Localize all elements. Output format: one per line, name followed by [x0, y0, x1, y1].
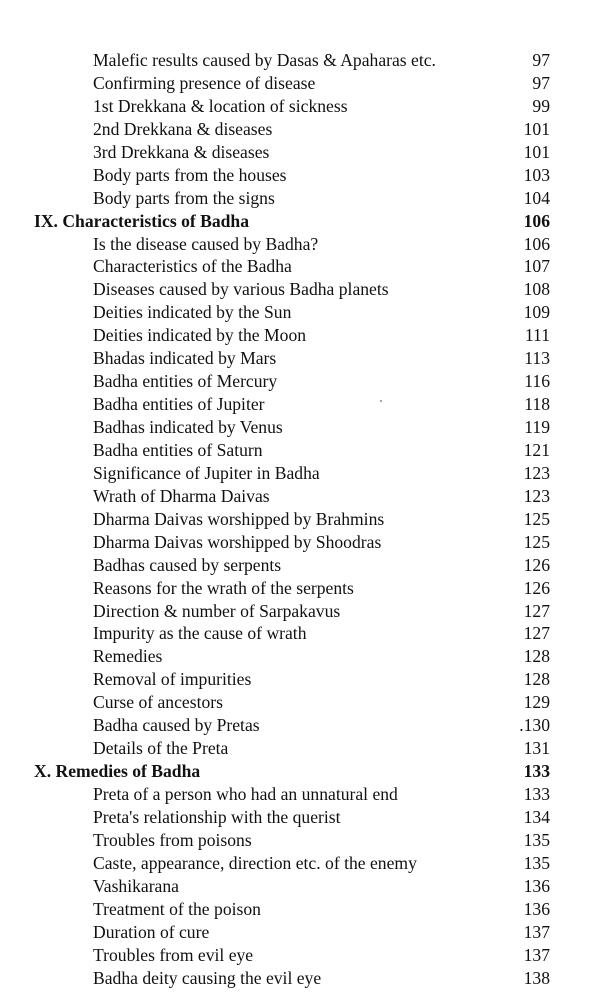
entry-title: Curse of ancestors [93, 692, 223, 713]
toc-entry [0, 531, 600, 554]
toc-entry [0, 255, 600, 278]
toc-entry [0, 72, 600, 95]
page-number: 138 [523, 967, 550, 988]
toc-entry [0, 301, 600, 324]
entry-title: Body parts from the signs [93, 187, 275, 208]
entry-title: Significance of Jupiter in Badha [93, 462, 320, 483]
entry-title: Troubles from poisons [93, 829, 252, 850]
page-number: 135 [523, 829, 550, 850]
page-number: 135 [523, 852, 550, 873]
page-number: 123 [523, 485, 550, 506]
toc-entry [0, 622, 600, 645]
toc-entry [0, 714, 600, 737]
entry-title: Removal of impurities [93, 669, 252, 690]
page-number: 128 [523, 646, 550, 667]
page-number: 113 [524, 348, 550, 369]
page-number: 128 [523, 669, 550, 690]
entry-title: Vashikarana [93, 875, 179, 896]
toc-entry [0, 852, 600, 875]
toc-entry [0, 141, 600, 164]
toc-entry [0, 577, 600, 600]
toc-entry [0, 691, 600, 714]
toc-entry [0, 554, 600, 577]
page-number: 126 [523, 577, 550, 598]
entry-title: Confirming presence of disease [93, 72, 316, 93]
page-number: 133 [523, 784, 550, 804]
page-number: 118 [524, 394, 550, 415]
toc-entry [0, 600, 600, 623]
table-of-contents [0, 49, 600, 989]
page-number: 125 [523, 531, 550, 552]
page-number: 131 [523, 738, 550, 759]
page-number: 119 [524, 417, 550, 437]
entry-title: 1st Drekkana & location of sickness [93, 95, 348, 116]
toc-entry [0, 370, 600, 393]
page-number: 97 [532, 50, 550, 70]
page-number: 127 [523, 623, 550, 644]
entry-title: Caste, appearance, direction etc. of the enemy [93, 852, 417, 873]
page-number: 126 [523, 554, 550, 575]
toc-entry [0, 967, 600, 990]
entry-title: Treatment of the poison [93, 898, 261, 919]
entry-title: Troubles from evil eye [93, 944, 254, 965]
toc-entry [0, 668, 600, 691]
entry-title: Dharma Daivas worshipped by Brahmins [93, 508, 385, 529]
page-number: .130 [519, 715, 550, 736]
page-number: 106 [523, 210, 550, 231]
page-number: 137 [523, 944, 550, 965]
toc-section-heading [0, 760, 600, 783]
entry-title: Preta of a person who had an unnatural end [93, 784, 398, 804]
entry-title: Badhas caused by serpents [93, 554, 282, 575]
entry-title: Wrath of Dharma Daivas [93, 485, 270, 506]
entry-title: Characteristics of the Badha [93, 256, 292, 277]
toc-entry [0, 439, 600, 462]
entry-title: Details of the Preta [93, 738, 229, 759]
page-number: 123 [523, 462, 550, 483]
page-number: 133 [523, 761, 550, 782]
section-title: IX. Characteristics of Badha [34, 210, 250, 231]
entry-title: Badha entities of Mercury [93, 371, 278, 392]
page-number: 116 [524, 371, 550, 392]
toc-entry [0, 187, 600, 210]
entry-title: Badha caused by Pretas [93, 715, 260, 736]
page-number: 97 [532, 72, 550, 93]
toc-entry [0, 462, 600, 485]
page-number: 104 [523, 187, 550, 208]
toc-entry [0, 416, 600, 439]
toc-entry [0, 737, 600, 760]
toc-entry [0, 875, 600, 898]
page-number: 99 [532, 95, 550, 116]
toc-entry [0, 944, 600, 967]
toc-entry [0, 829, 600, 852]
page-number: 129 [523, 692, 550, 713]
page-number: 103 [523, 164, 550, 185]
entry-title: Duration of cure [93, 921, 210, 942]
page-number: 136 [523, 898, 550, 919]
toc-entry [0, 324, 600, 347]
page-number: 106 [523, 233, 550, 254]
page-number: 136 [523, 875, 550, 896]
toc-entry [0, 118, 600, 141]
toc-entry [0, 95, 600, 118]
entry-title: Impurity as the cause of wrath [93, 623, 307, 644]
entry-title: Deities indicated by the Moon [93, 325, 307, 346]
page-number: 134 [523, 806, 550, 827]
entry-title: Reasons for the wrath of the serpents [93, 577, 354, 598]
entry-title: Remedies [93, 646, 163, 667]
entry-title: Badha entities of Saturn [93, 439, 263, 460]
page-number: 101 [523, 141, 550, 162]
toc-entry [0, 806, 600, 829]
toc-entry [0, 347, 600, 370]
toc-entry [0, 898, 600, 921]
entry-title: Direction & number of Sarpakavus [93, 600, 341, 621]
section-title: X. Remedies of Badha [34, 761, 201, 782]
entry-title: Badhas indicated by Venus [93, 417, 283, 437]
toc-section-heading [0, 210, 600, 233]
toc-entry [0, 49, 600, 72]
entry-title: Preta's relationship with the querist [93, 806, 341, 827]
entry-title: 3rd Drekkana & diseases [93, 141, 270, 162]
toc-entry [0, 485, 600, 508]
toc-entry [0, 278, 600, 301]
entry-title: Bhadas indicated by Mars [93, 348, 277, 369]
toc-entry [0, 783, 600, 806]
page-number: 137 [523, 921, 550, 942]
entry-title: Badha deity causing the evil eye [93, 967, 322, 988]
page-number: 111 [524, 325, 550, 346]
page-number: 107 [523, 256, 550, 277]
entry-title: Body parts from the houses [93, 164, 287, 185]
page-number: 121 [523, 439, 550, 460]
entry-title: Badha entities of Jupiter [93, 394, 265, 415]
page-number: 125 [523, 508, 550, 529]
entry-title: Diseases caused by various Badha planets [93, 279, 389, 300]
toc-entry [0, 393, 600, 416]
entry-title: Deities indicated by the Sun [93, 302, 292, 323]
toc-entry [0, 645, 600, 668]
page-number: 127 [523, 600, 550, 621]
toc-entry [0, 921, 600, 944]
entry-title: Malefic results caused by Dasas & Apaharas etc. [93, 50, 436, 70]
toc-entry [0, 233, 600, 256]
page-number: 109 [523, 302, 550, 323]
toc-entry [0, 164, 600, 187]
entry-title: Dharma Daivas worshipped by Shoodras [93, 531, 382, 552]
entry-title: 2nd Drekkana & diseases [93, 118, 273, 139]
page-number: 101 [523, 118, 550, 139]
scan-speck [380, 400, 382, 402]
entry-title: Is the disease caused by Badha? [93, 233, 319, 254]
toc-entry [0, 508, 600, 531]
page-number: 108 [523, 279, 550, 300]
